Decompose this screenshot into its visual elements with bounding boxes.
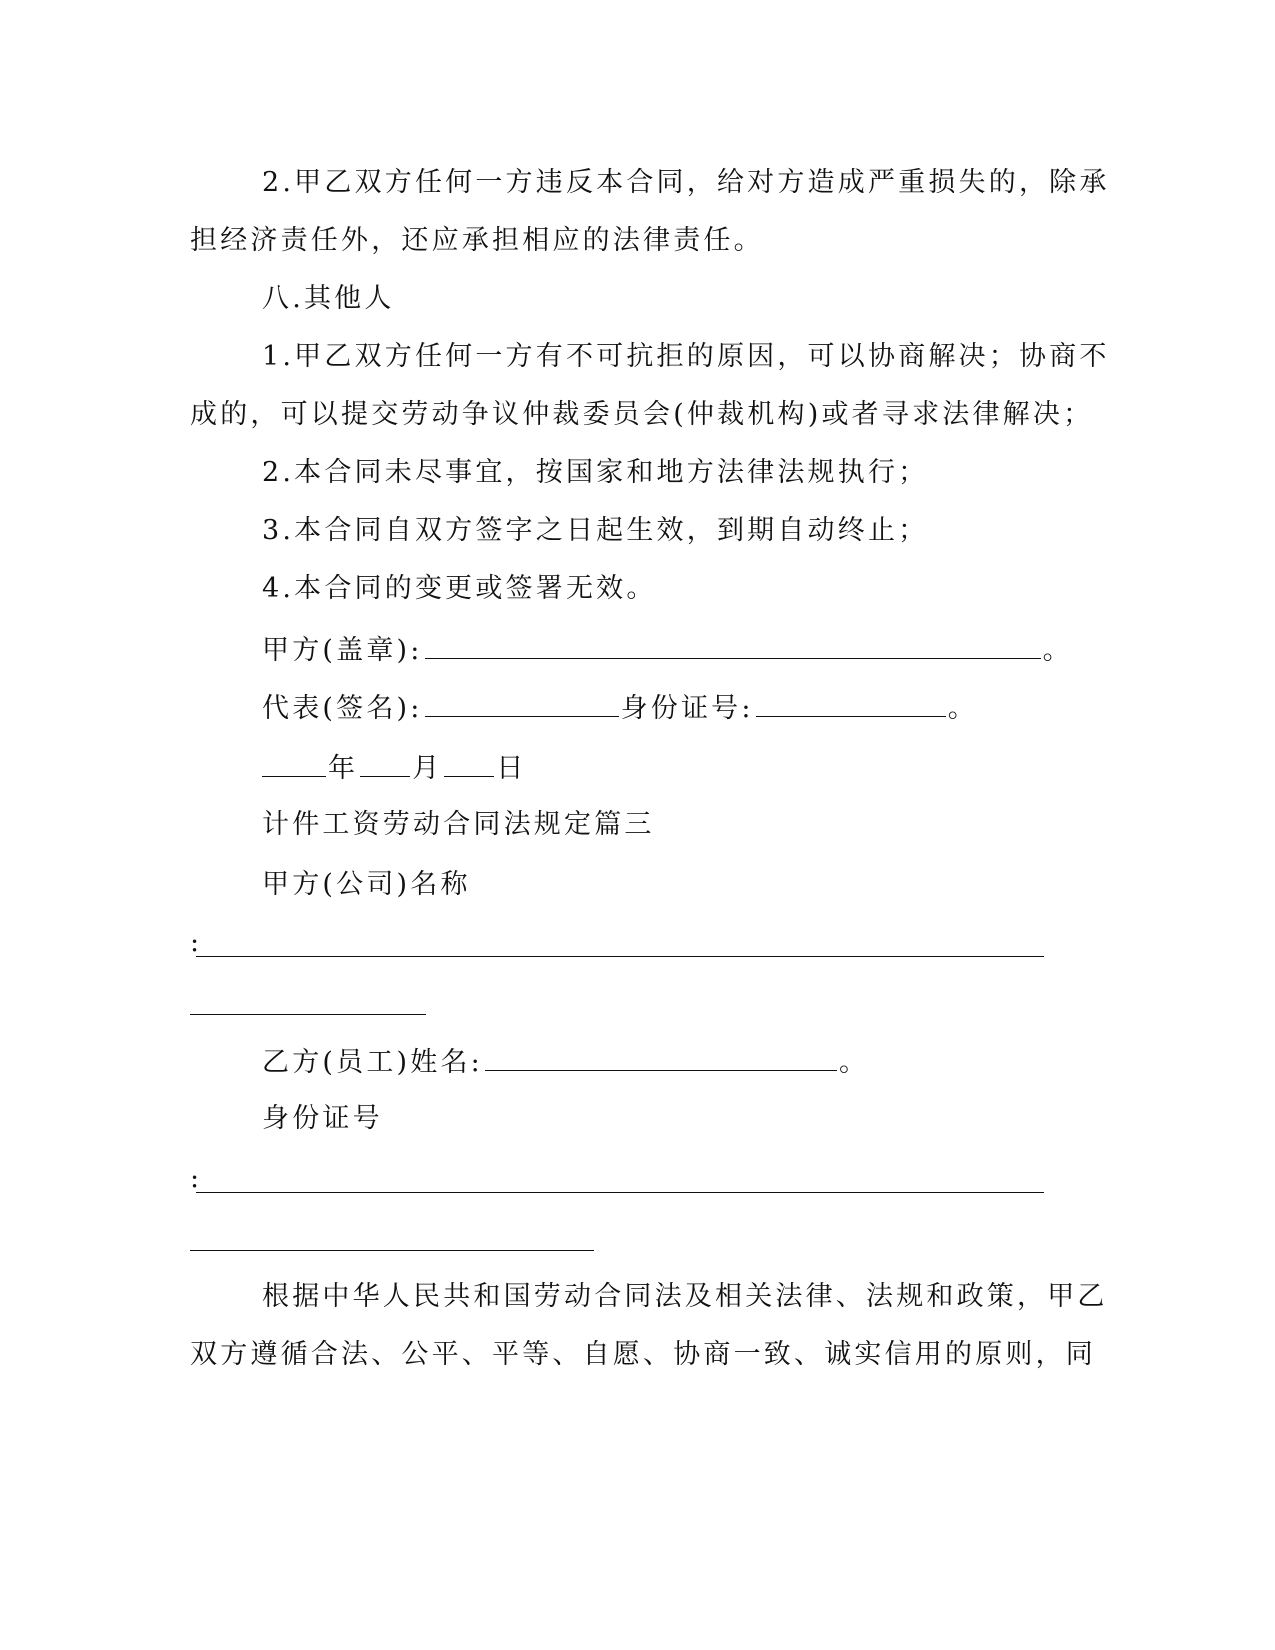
party-b-name-field[interactable] [485,1044,837,1071]
representative-signature-field[interactable] [425,690,619,717]
party-a-company-label: 甲方(公司)名称 [262,869,471,900]
intro-paragraph-line-2: 双方遵循合法、公平、平等、自愿、协商一致、诚实信用的原则，同 [190,1339,1096,1370]
clause-7-2-line-2: 担经济责任外，还应承担相应的法律责任。 [190,225,764,256]
party-a-company-colon: : [190,927,203,958]
day-field[interactable] [444,750,494,777]
intro-paragraph-line-1: 根据中华人民共和国劳动合同法及相关法律、法规和政策，甲乙 [262,1281,1108,1312]
representative-id-label: 身份证号: [620,693,754,724]
party-b-row [262,1044,869,1080]
id-number-field-line-2[interactable] [190,1250,594,1251]
id-number-colon: : [190,1163,203,1194]
party-a-seal-row [262,632,1073,668]
clause-8-1-line-1: 1.甲乙双方任何一方有不可抗拒的原因，可以协商解决；协商不 [262,341,1110,372]
party-a-company-field-line-2[interactable] [190,1014,426,1015]
month-label: 月 [412,753,443,784]
party-b-name-label: 乙方(员工)姓名: [262,1047,483,1078]
year-field[interactable] [262,750,326,777]
section-3-title: 计件工资劳动合同法规定篇三 [262,809,655,840]
party-a-company-field-line-1[interactable] [196,956,1044,957]
clause-8-2: 2.本合同未尽事宜，按国家和地方法律法规执行； [262,457,929,488]
date-row [262,750,527,786]
section-8-heading: 八.其他人 [262,283,395,314]
clause-8-4: 4.本合同的变更或签署无效。 [262,573,657,604]
clause-7-2-line-1: 2.甲乙双方任何一方违反本合同，给对方造成严重损失的，除承 [262,167,1110,198]
party-a-seal-field[interactable] [425,632,1041,659]
party-a-seal-end: 。 [1042,635,1073,666]
month-field[interactable] [360,750,410,777]
representative-id-end: 。 [947,693,978,724]
year-label: 年 [328,753,359,784]
party-b-end: 。 [838,1047,870,1078]
representative-row [262,690,978,726]
representative-id-field[interactable] [756,690,946,717]
party-a-seal-label: 甲方(盖章): [262,635,423,666]
clause-8-1-line-2: 成的，可以提交劳动争议仲裁委员会(仲裁机构)或者寻求法律解决； [190,399,1094,430]
day-label: 日 [496,753,527,784]
clause-8-3: 3.本合同自双方签字之日起生效，到期自动终止； [262,515,929,546]
representative-label: 代表(签名): [262,693,423,724]
id-number-field-line-1[interactable] [196,1192,1044,1193]
id-number-label: 身份证号 [262,1103,383,1134]
